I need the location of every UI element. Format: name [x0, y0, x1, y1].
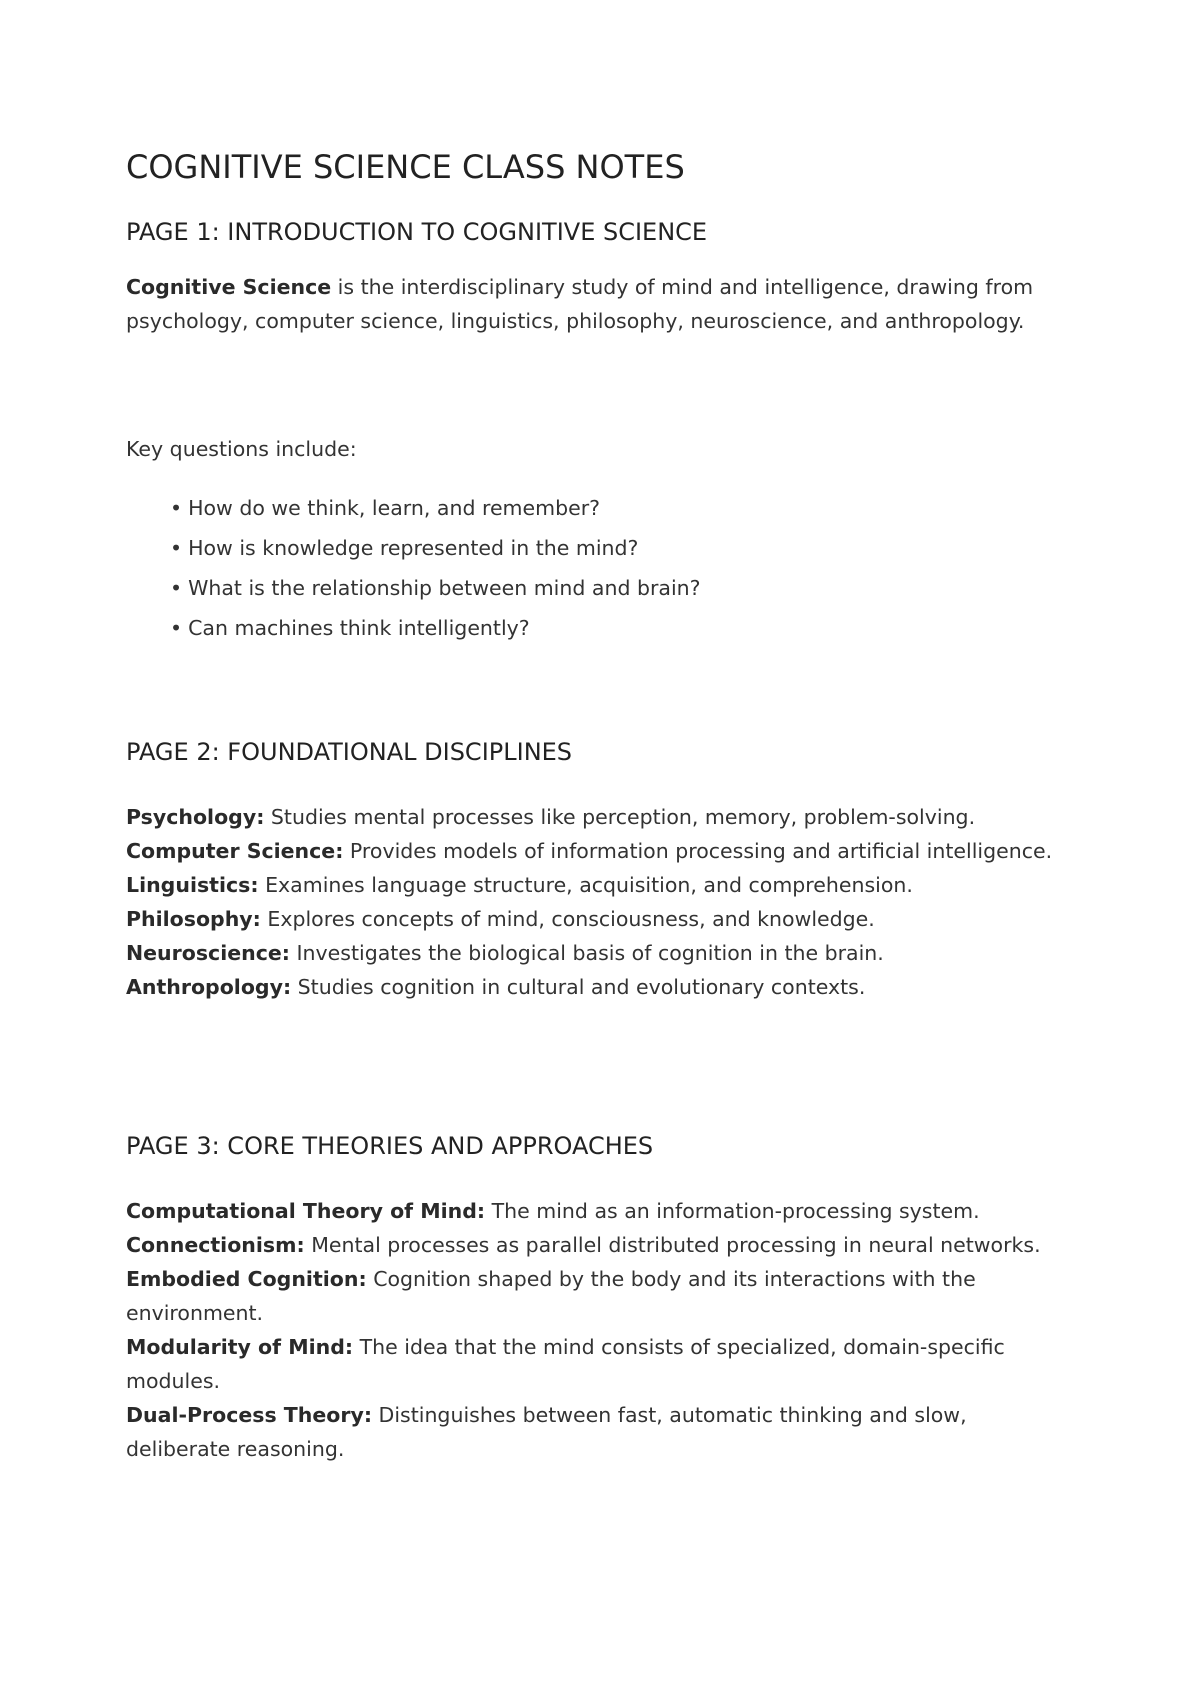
discipline-text: Studies cognition in cultural and evolutionary contexts.	[291, 975, 866, 999]
discipline-text: Examines language structure, acquisition, and comprehension.	[258, 873, 913, 897]
theory-text: Mental processes as parallel distributed processing in neural networks.	[304, 1233, 1041, 1257]
list-item: • How is knowledge represented in the mind?	[170, 528, 701, 568]
list-item	[126, 1194, 1076, 1228]
discipline-text: Investigates the biological basis of cognition in the brain.	[289, 941, 884, 965]
list-item	[126, 834, 1076, 868]
document-title: COGNITIVE SCIENCE CLASS NOTES	[126, 148, 685, 186]
list-item	[126, 1398, 1076, 1466]
list-item	[126, 902, 1076, 936]
theory-text: The idea that the mind consists of specialized, domain-specific modules.	[126, 1335, 1005, 1393]
theory-term: Dual-Process Theory:	[126, 1403, 373, 1427]
section-heading-page2: PAGE 2: FOUNDATIONAL DISCIPLINES	[126, 738, 573, 766]
discipline-text: Provides models of information processing and artificial intelligence.	[343, 839, 1053, 863]
discipline-term: Philosophy:	[126, 907, 261, 931]
theories-list	[126, 1194, 1076, 1466]
theory-text: Distinguishes between fast, automatic thinking and slow, deliberate reasoning.	[126, 1403, 967, 1461]
list-item	[126, 800, 1076, 834]
discipline-text: Studies mental processes like perception, memory, problem-solving.	[264, 805, 976, 829]
intro-term: Cognitive Science	[126, 275, 332, 299]
list-item	[126, 1228, 1076, 1262]
intro-text: is the interdisciplinary study of mind and intelligence, drawing from psychology, computer science, linguistics, philosophy, neuroscience, and anthropology.	[126, 275, 1034, 333]
list-item	[126, 1262, 1076, 1330]
list-item	[126, 868, 1076, 902]
theory-term: Connectionism:	[126, 1233, 305, 1257]
theory-term: Embodied Cognition:	[126, 1267, 367, 1291]
theory-term: Computational Theory of Mind:	[126, 1199, 486, 1223]
list-item	[126, 1330, 1076, 1398]
discipline-term: Computer Science:	[126, 839, 344, 863]
section-heading-page3: PAGE 3: CORE THEORIES AND APPROACHES	[126, 1132, 654, 1160]
list-item: • How do we think, learn, and remember?	[170, 488, 701, 528]
list-item	[126, 970, 1076, 1004]
key-questions-list	[170, 488, 701, 648]
discipline-term: Psychology:	[126, 805, 265, 829]
list-item	[126, 936, 1076, 970]
discipline-term: Linguistics:	[126, 873, 259, 897]
list-item: • Can machines think intelligently?	[170, 608, 701, 648]
discipline-term: Anthropology:	[126, 975, 292, 999]
intro-paragraph	[126, 270, 1076, 338]
disciplines-list	[126, 800, 1076, 1004]
discipline-text: Explores concepts of mind, consciousness, and knowledge.	[260, 907, 875, 931]
theory-term: Modularity of Mind:	[126, 1335, 354, 1359]
discipline-term: Neuroscience:	[126, 941, 290, 965]
list-item: • What is the relationship between mind and brain?	[170, 568, 701, 608]
theory-text: The mind as an information-processing system.	[485, 1199, 980, 1223]
theory-text: Cognition shaped by the body and its interactions with the environment.	[126, 1267, 976, 1325]
key-questions-label: Key questions include:	[126, 437, 357, 461]
section-heading-page1: PAGE 1: INTRODUCTION TO COGNITIVE SCIENCE	[126, 218, 708, 246]
